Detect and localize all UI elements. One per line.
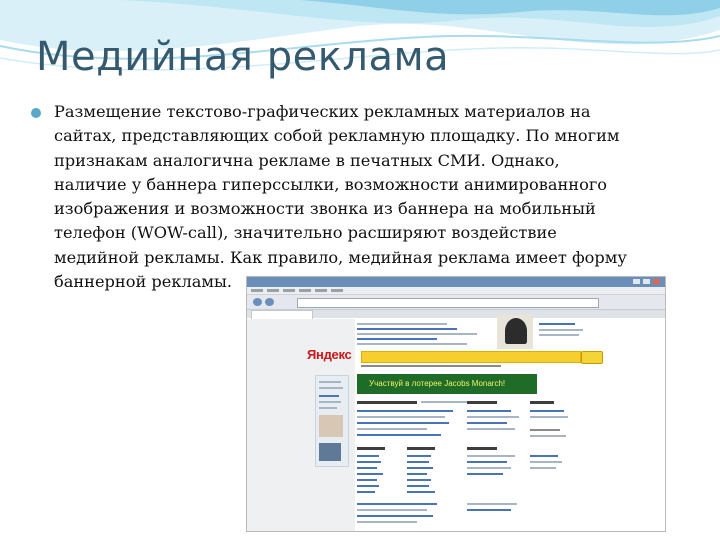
minimize-icon: [633, 279, 640, 284]
body-line: наличие у баннера гиперссылки, возможности анимированного: [54, 174, 608, 194]
browser-toolbar: [247, 295, 665, 310]
search-button: [581, 351, 603, 364]
slide-body: [54, 100, 666, 294]
yandex-logo: Яндекс: [307, 347, 352, 362]
avatar-icon: [505, 318, 527, 344]
back-icon: [253, 298, 262, 306]
body-line: медийной рекламы. Как правило, медийная реклама имеет форму: [54, 247, 627, 267]
ad-banner: [357, 374, 537, 394]
body-line: баннерной рекламы.: [54, 272, 232, 292]
body-line: сайтах, представляющих собой рекламную площадку. По многим: [54, 126, 620, 146]
body-line: признакам аналогична рекламе в печатных СМИ. Однако,: [54, 150, 560, 170]
slide-title: Медийная реклама: [36, 34, 450, 80]
body-line: Размещение текстово-графических рекламных материалов на: [54, 102, 591, 121]
address-bar: [297, 298, 599, 308]
close-icon: [653, 279, 660, 284]
body-line: телефон (WOW-call), значительно расширяют воздействие: [54, 223, 557, 243]
ad-banner-text: Участвуй в лотерее Jacobs Monarch!: [369, 379, 506, 388]
browser-tabs: [247, 310, 665, 318]
maximize-icon: [643, 279, 650, 284]
browser-menu-bar: [247, 287, 665, 295]
browser-screenshot: [246, 276, 666, 532]
bullet-icon: [31, 108, 41, 118]
forward-icon: [265, 298, 274, 306]
body-line: изображения и возможности звонка из баннера на мобильный: [54, 199, 596, 219]
ad-image: [319, 415, 343, 437]
ad-photo: [319, 443, 341, 461]
active-tab: [251, 310, 313, 319]
search-input: [361, 351, 581, 363]
browser-title-bar: [247, 277, 665, 287]
